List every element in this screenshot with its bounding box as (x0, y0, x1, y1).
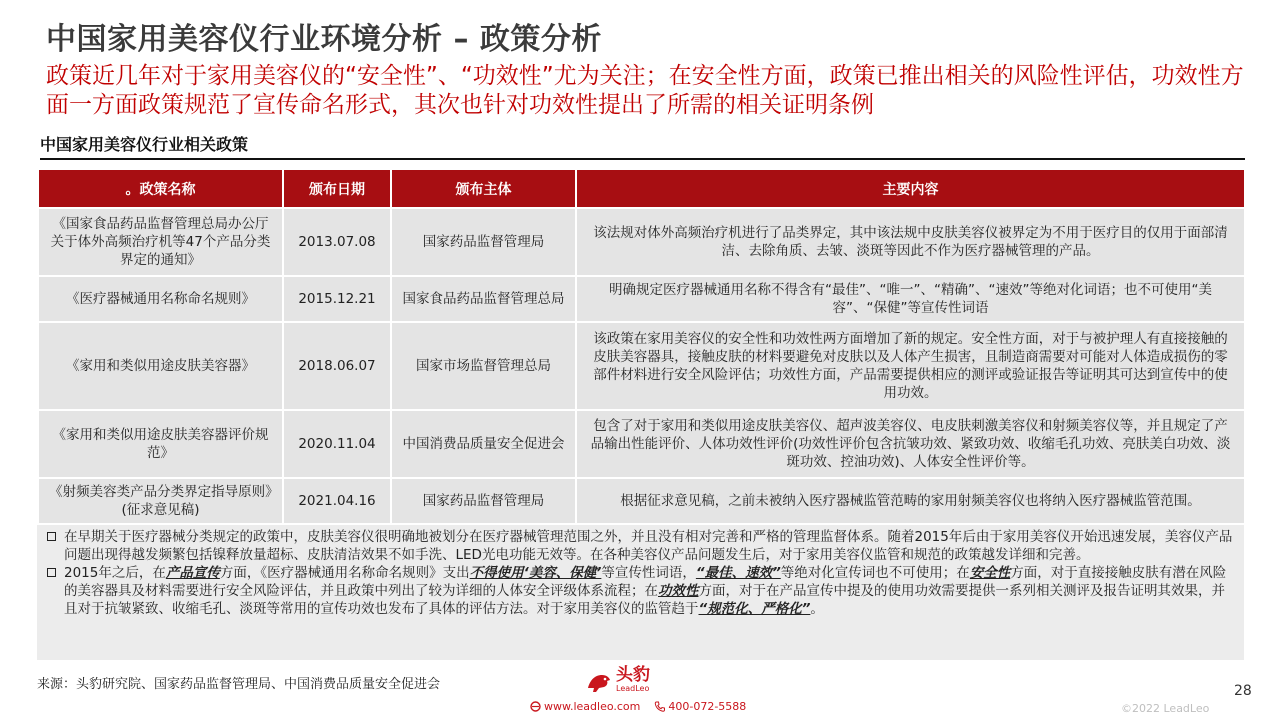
note-text: 在早期关于医疗器械分类规定的政策中，皮肤美容仪很明确地被划分在医疗器械管理范围之外，并且没有相对完善和严格的管理监督体系。随着2015年后由于家用美容仪开始迅速发展，美容仪产品问题出现得越发频繁包括镍释放量超标、皮肤清洁效果不如手洗、LED光电功能无效等。在各种美容仪产品问题发生后，对于家用美容仪监管和规范的政策越发详细和完善。 (64, 529, 1233, 563)
page-subtitle: 政策近几年对于家用美容仪的“安全性”、“功效性”尤为关注；在安全性方面，政策已推出相关的风险性评估，功效性方面一方面政策规范了宣传命名形式，其次也针对功效性提出了所需的相关证明条例 (46, 63, 1244, 118)
policy-date-cell: 2015.12.21 (283, 276, 391, 322)
policy-date-cell: 2020.11.04 (283, 410, 391, 478)
policy-issuer-cell: 国家食品药品监督管理总局 (391, 276, 576, 322)
table-row (38, 410, 1245, 478)
note-text: 2015年之后，在产品宣传方面，《医疗器械通用名称命名规则》支出不得使用‘美容、保健’等宣传性词语，“最佳、速效”等绝对化宣传词也不可使用；在安全性方面，对于直接接触皮肤有潜在风险的美容器具及材料需要进行安全风险评估，并且政策中列出了较为详细的人体安全评级体系流程；在功效性方面，对于在产品宣传中提及的使用功效需要提供一系列相关测评及报告证明其效果，并且对于抗皱紧致、收缩毛孔、淡斑等常用的宣传功效也发布了具体的评估方法。对于家用美容仪的监管趋于“规范化、严格化”。 (64, 565, 1227, 617)
emphasis-text: “规范化、严格化” (698, 601, 811, 617)
policy-content-cell: 包含了对于家用和类似用途皮肤美容仪、超声波美容仪、电皮肤刺激美容仪和射频美容仪等，并且规定了产品输出性能评价、人体功效性评价(功效性评价包含抗皱功效、紧致功效、收缩毛孔功效、亮肤美白功效、淡斑功效、控油功效)、人体安全性评价等。 (576, 410, 1245, 478)
leadleo-logo (586, 665, 650, 696)
policy-issuer-cell: 中国消费品质量安全促进会 (391, 410, 576, 478)
page-title: 中国家用美容仪行业环境分析 – 政策分析 (46, 22, 602, 57)
table-row (38, 322, 1245, 410)
emphasis-text: 安全性 (969, 565, 1011, 581)
column-header-issuer: 颁布主体 (391, 169, 576, 208)
phone-icon (654, 701, 665, 712)
logo-chinese-name: 头豹 (616, 665, 650, 685)
table-caption: 中国家用美容仪行业相关政策 (40, 132, 1245, 160)
table-row (38, 478, 1245, 524)
emphasis-text: “最佳、速效” (695, 565, 781, 581)
column-header-policy-name: 。政策名称 (38, 169, 283, 208)
copyright-text: ©2022 LeadLeo (1121, 702, 1210, 715)
square-bullet-icon (47, 532, 56, 541)
website-text: www.leadleo.com (544, 700, 641, 713)
policy-content-cell: 根据征求意见稿，之前未被纳入医疗器械监管范畴的家用射频美容仪也将纳入医疗器械监管范围。 (576, 478, 1245, 524)
emphasis-text: 产品宣传 (165, 565, 220, 581)
policy-date-cell: 2013.07.08 (283, 208, 391, 276)
policy-issuer-cell: 国家药品监督管理局 (391, 478, 576, 524)
policy-content-cell: 该政策在家用美容仪的安全性和功效性两方面增加了新的规定。安全性方面，对于与被护理人有直接接触的皮肤美容器具，接触皮肤的材料要避免对皮肤以及人体产生损害，且制造商需要对可能对人体造成损伤的零部件材料进行安全风险评估；功效性方面，产品需要提供相应的测评或验证报告等证明其可达到宣传中的使用功效。 (576, 322, 1245, 410)
page-number: 28 (1234, 683, 1252, 699)
logo-english-name: LeadLeo (616, 684, 650, 693)
note-item (47, 528, 1234, 564)
policy-name-cell: 《家用和类似用途皮肤美容器评价规范》 (38, 410, 283, 478)
column-header-date: 颁布日期 (283, 169, 391, 208)
contact-bar (530, 700, 746, 713)
leopard-icon (586, 670, 612, 694)
policy-content-cell: 该法规对体外高频治疗机进行了品类界定，其中该法规中皮肤美容仪被界定为不用于医疗目的仅用于面部清洁、去除角质、去皱、淡斑等因此不作为医疗器械管理的产品。 (576, 208, 1245, 276)
policy-date-cell: 2018.06.07 (283, 322, 391, 410)
policy-name-cell: 《射频美容类产品分类界定指导原则》(征求意见稿) (38, 478, 283, 524)
policy-name-cell: 《国家食品药品监督管理总局办公厅关于体外高频治疗机等47个产品分类界定的通知》 (38, 208, 283, 276)
table-row (38, 276, 1245, 322)
web-icon (530, 701, 541, 712)
phone-link[interactable] (654, 700, 746, 713)
policy-date-cell: 2021.04.16 (283, 478, 391, 524)
emphasis-text: 不得使用‘美容、保健’ (469, 565, 602, 581)
policy-table (37, 168, 1246, 525)
table-row (38, 208, 1245, 276)
policy-content-cell: 明确规定医疗器械通用名称不得含有“最佳”、“唯一”、“精确”、“速效”等绝对化词语；也不可使用“美容”、“保健”等宣传性词语 (576, 276, 1245, 322)
phone-text: 400-072-5588 (668, 700, 747, 713)
policy-issuer-cell: 国家市场监督管理总局 (391, 322, 576, 410)
emphasis-text: 功效性 (658, 583, 699, 599)
notes-box (37, 525, 1244, 660)
policy-issuer-cell: 国家药品监督管理局 (391, 208, 576, 276)
website-link[interactable] (530, 700, 640, 713)
policy-name-cell: 《家用和类似用途皮肤美容器》 (38, 322, 283, 410)
source-note: 来源：头豹研究院、国家药品监督管理局、中国消费品质量安全促进会 (37, 677, 441, 692)
square-bullet-icon (47, 568, 56, 577)
table-header-row (38, 169, 1245, 208)
policy-name-cell: 《医疗器械通用名称命名规则》 (38, 276, 283, 322)
note-item (47, 564, 1234, 618)
column-header-content: 主要内容 (576, 169, 1245, 208)
